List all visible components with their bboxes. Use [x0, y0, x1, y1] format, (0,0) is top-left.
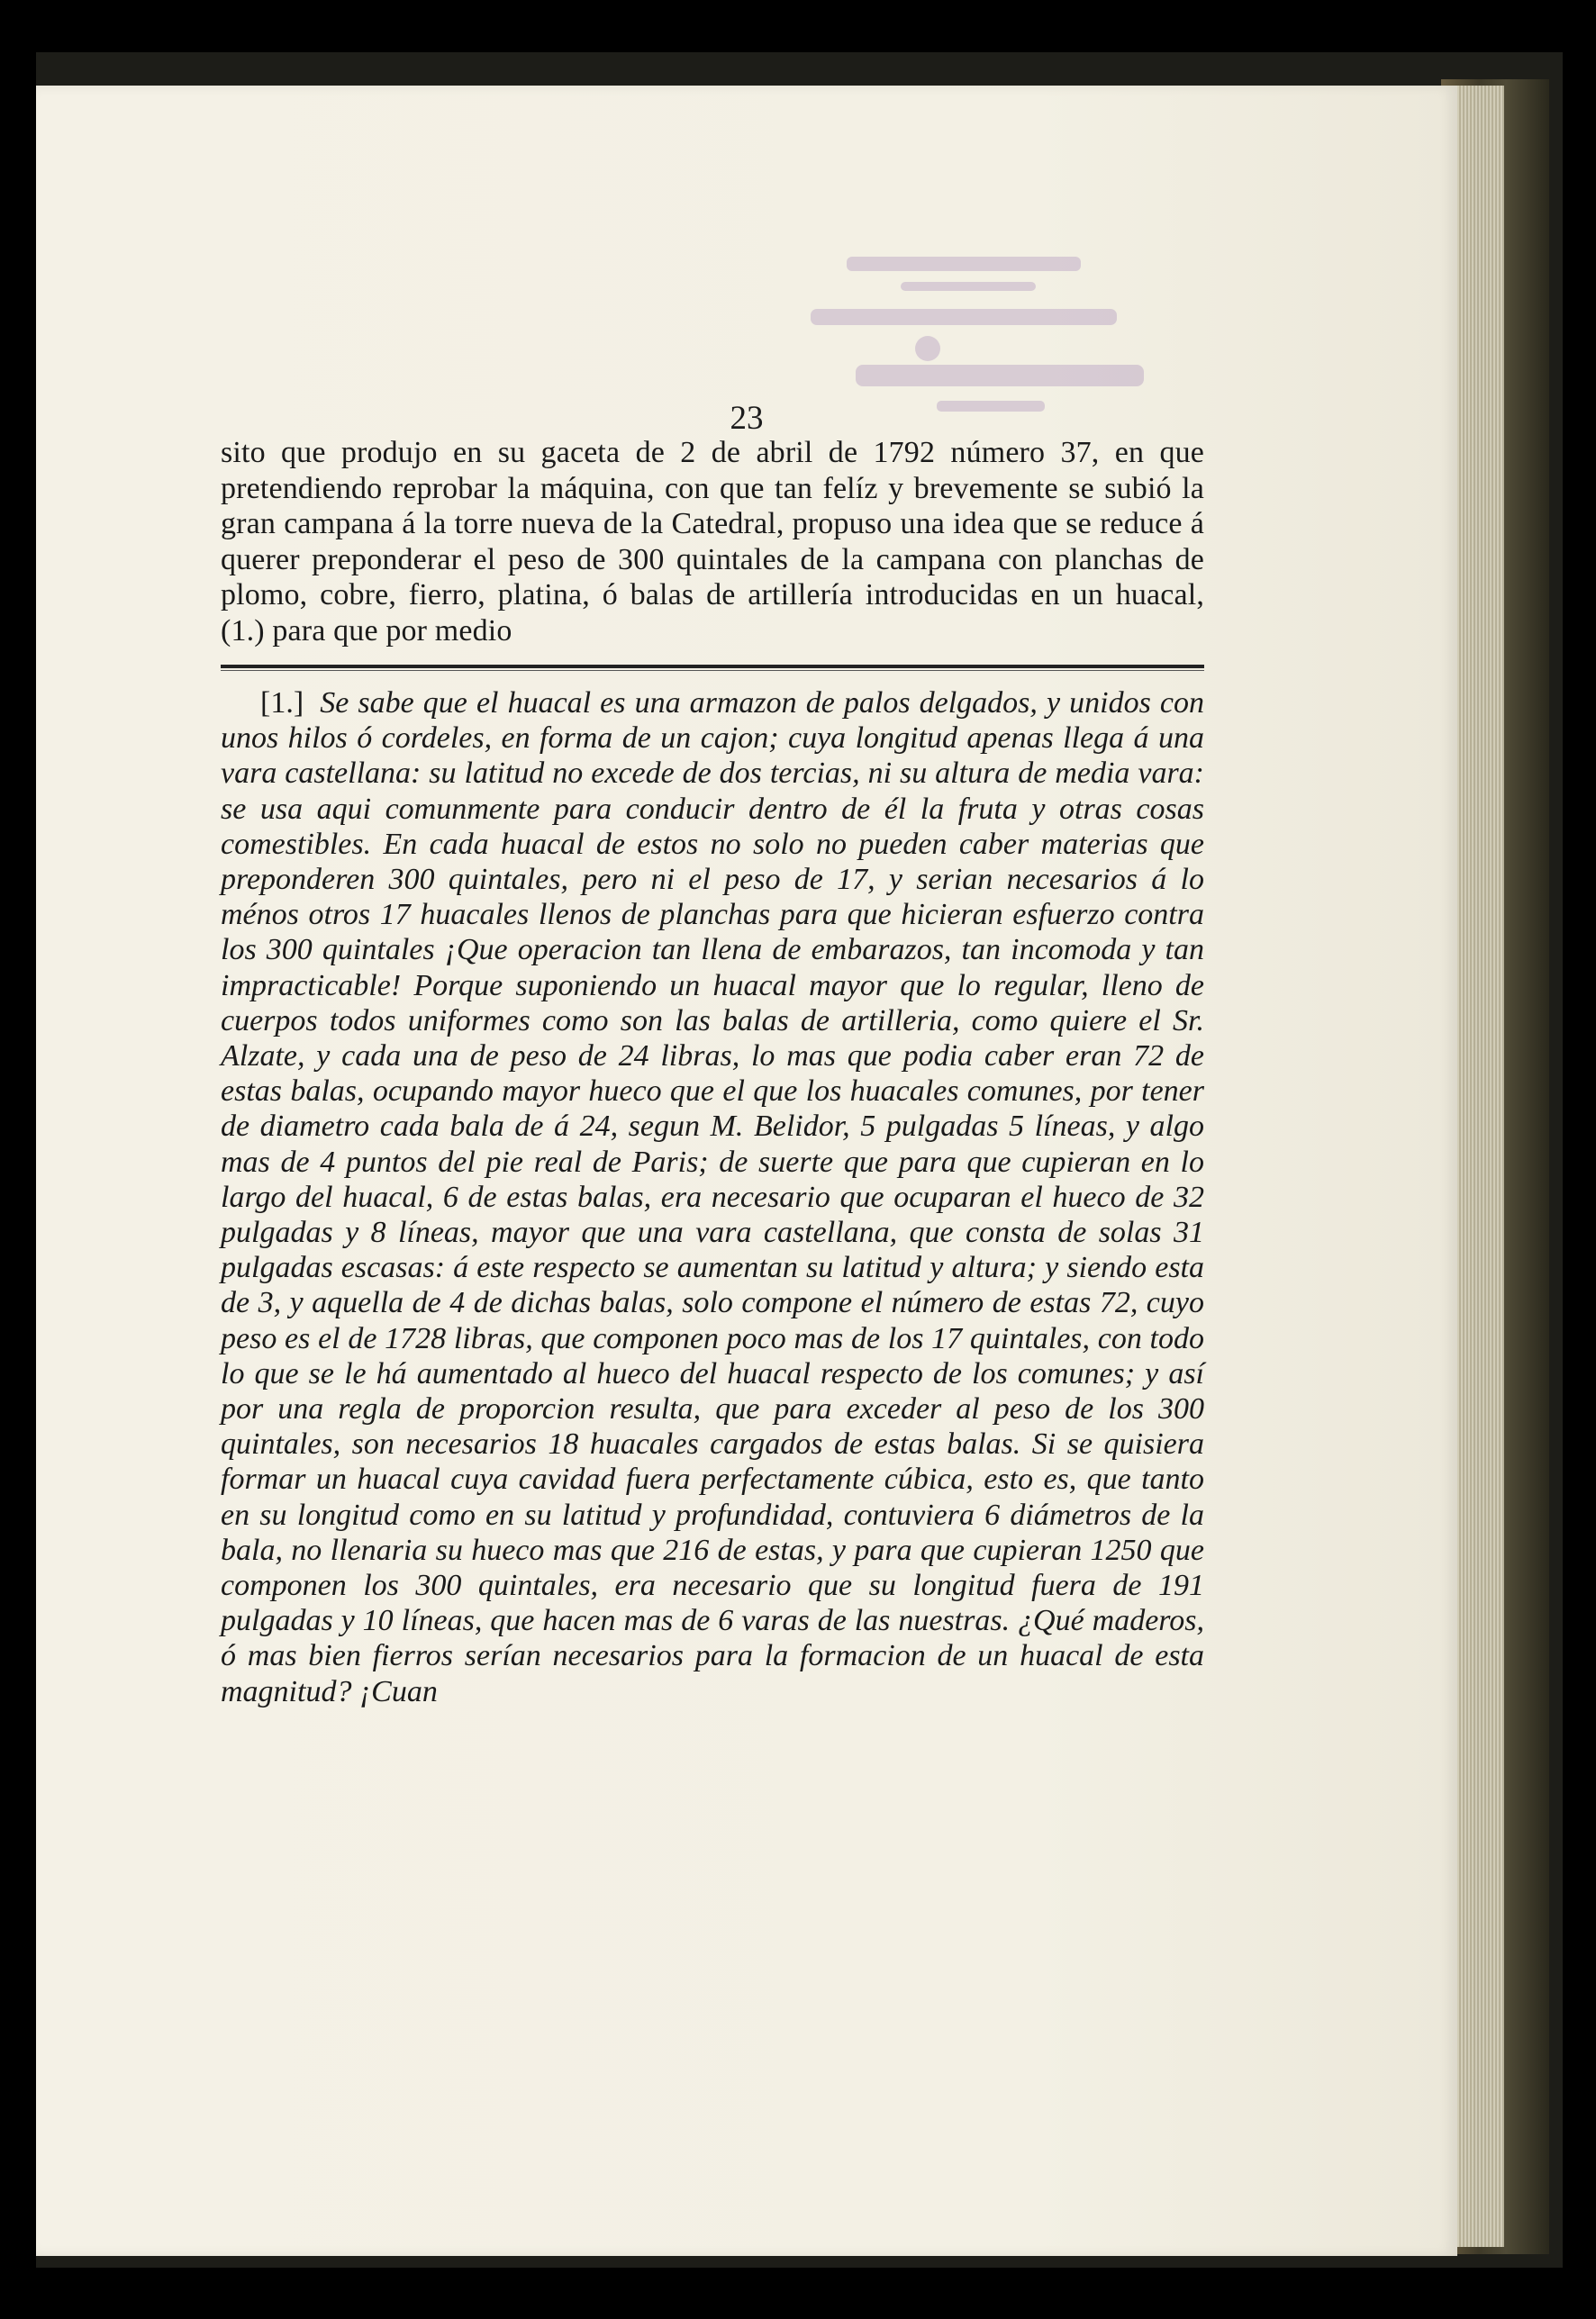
page-block-edge	[1450, 86, 1504, 2247]
footnote-text: Se sabe que el huacal es una armazon de palos delgados, y unidos con unos hilos ó cordeles, en forma de un cajon; cuya longitud apenas llega á una vara castellana: su latitud no excede de dos tercias, ni su altura de media vara: se usa aqui comunmente para conducir dentro de él la fruta y otras cosas comestibles. En cada huacal de estos no solo no pueden caber materias que preponderen 300 quintales, pero ni el peso de 17, y serian necesarios á lo ménos otros 17 huacales llenos de planchas para que hicieran esfuerzo contra los 300 quintales ¡Que operacion tan llena de embarazos, tan incomoda y tan impracticable! Porque suponiendo un huacal mayor que lo regular, lleno de cuerpos todos uniformes como son las balas de artilleria, como quiere el Sr. Alzate, y cada una de peso de 24 libras, lo mas que podia caber eran 72 de estas balas, ocupando mayor hueco que el que los huacales comunes, por tener de diametro cada bala de á 24, segun M. Belidor, 5 pulgadas 5 líneas, y algo mas de 4 puntos del pie real de Paris; de suerte que para que cupieran en lo largo del huacal, 6 de estas balas, era necesario que ocuparan el hueco de 32 pulgadas y 8 líneas, mayor que una vara castellana, que consta de solas 31 pulgadas escasas: á este respecto se aumentan su latitud y altura; y siendo esta de 3, y aquella de 4 de dichas balas, solo compone el número de estas 72, cuyo peso es el de 1728 libras, que componen poco mas de los 17 quintales, con todo lo que se le há aumentado al hueco del huacal respecto de los comunes; y así por una regla de proporcion resulta, que para exceder al peso de los 300 quintales, son necesarios 18 huacales cargados de estas balas. Si se quisiera formar un huacal cuya cavidad fuera perfectamente cúbica, esto es, que tanto en su longitud como en su latitud y profundidad, contuviera 6 diámetros de la bala, no llenaria su hueco mas que 216 de estas, y para que cupieran 1250 que componen los 300 quintales, era necesario que su longitud fuera de 191 pulgadas y 10 líneas, que hacen mas de 6 varas de las nuestras. ¿Qué maderos, ó mas bien fierros serían necesarios para la formacion de un huacal de esta magnitud? ¡Cuan	[221, 686, 1204, 1708]
footnote-separator-rule	[221, 665, 1204, 671]
footnote-marker: [1.]	[260, 686, 304, 720]
page-number: 23	[730, 400, 764, 437]
main-paragraph: sito que produjo en su gaceta de 2 de abril de 1792 número 37, en que pretendiendo reprobar la máquina, con que tan felíz y brevemente se subió la gran campana á la torre nueva de la Catedral, propuso una idea que se reduce á querer preponderar el peso de 300 quintales de la campana con planchas de plomo, cobre, fierro, platina, ó balas de artillería introducidas en un huacal, (1.) para que por medio	[221, 436, 1204, 648]
book-page	[36, 86, 1457, 2256]
footnote	[221, 685, 1204, 1709]
page-body	[221, 435, 1204, 1740]
